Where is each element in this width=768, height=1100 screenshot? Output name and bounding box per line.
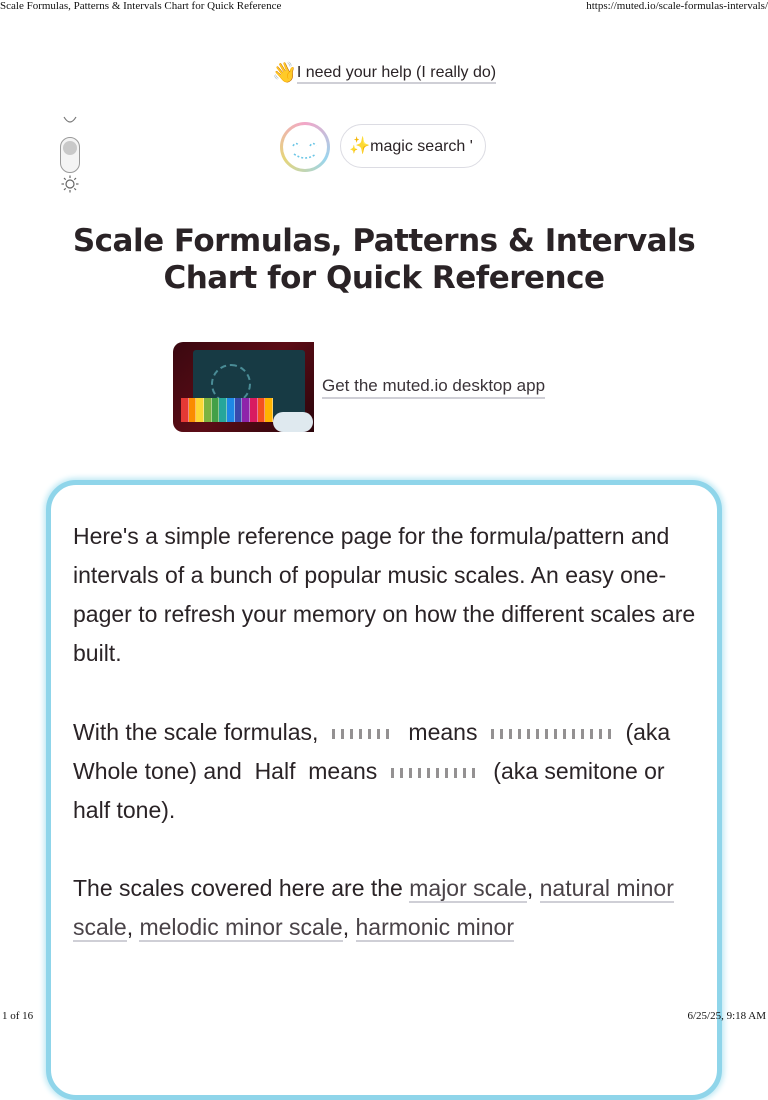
theme-toggle[interactable] [58, 115, 82, 195]
separator: , [342, 914, 350, 940]
print-footer [0, 1006, 768, 1024]
page-count: 1 of 16 [2, 1010, 34, 1022]
cloud-illustration [273, 412, 313, 432]
desktop-app-link[interactable]: Get the muted.io desktop app [322, 376, 545, 399]
separator: , [126, 914, 134, 940]
major-scale-link[interactable]: major scale [409, 875, 527, 901]
sun-icon [61, 175, 79, 193]
page-title-line-1: Scale Formulas, Patterns & Intervals [72, 223, 696, 259]
formula-text-1: With the scale formulas, [73, 719, 319, 745]
natural-minor-scale-link[interactable]: natural minor scale [73, 875, 674, 940]
scales-covered-paragraph [73, 869, 703, 947]
melodic-minor-scale-link[interactable]: melodic minor scale [139, 914, 343, 940]
harmonic-minor-link[interactable]: harmonic minor [355, 914, 515, 940]
redacted-symbol [391, 768, 479, 778]
scales-covered-text: The scales covered here are the [73, 875, 403, 901]
formula-text-2: means [408, 719, 478, 745]
page-title-line-2: Chart for Quick Reference [163, 260, 605, 296]
print-header-title: Scale Formulas, Patterns & Intervals Chart for Quick Reference [0, 0, 282, 12]
magic-search-label: magic search ' [370, 138, 473, 155]
rainbow-piano-keys-illustration [181, 398, 273, 422]
formula-text-3: (aka Whole tone) and [73, 719, 671, 784]
formula-text-4: Half [254, 758, 296, 784]
formula-text-6: (aka semitone or half tone). [73, 758, 665, 823]
formula-text-5: means [308, 758, 378, 784]
page-title [0, 223, 768, 297]
redacted-symbol [491, 729, 611, 739]
redacted-symbol [332, 729, 394, 739]
print-header-url: https://muted.io/scale-formulas-intervals/ [586, 0, 768, 12]
smiley-wave-icon [280, 122, 330, 172]
intro-paragraph: Here's a simple reference page for the formula/pattern and intervals of a bunch of popular music scales. An easy one-pager to refresh your memory on how the different scales are built. [73, 523, 696, 666]
separator: , [526, 875, 534, 901]
theme-switch-knob [63, 141, 77, 155]
moon-icon [62, 115, 78, 127]
desktop-app-thumbnail[interactable] [173, 342, 314, 432]
help-link-text[interactable]: I need your help (I really do) [297, 64, 496, 84]
sparkles-icon: ✨ [349, 136, 371, 155]
formula-explanation-paragraph [73, 713, 703, 830]
print-header [0, 0, 768, 14]
help-link[interactable] [0, 60, 768, 85]
magic-search-button[interactable] [340, 124, 486, 168]
theme-switch[interactable] [60, 137, 80, 173]
site-logo[interactable] [280, 122, 330, 172]
waving-hand-icon: 👋 [271, 62, 297, 84]
print-timestamp: 6/25/25, 9:18 AM [687, 1010, 766, 1022]
